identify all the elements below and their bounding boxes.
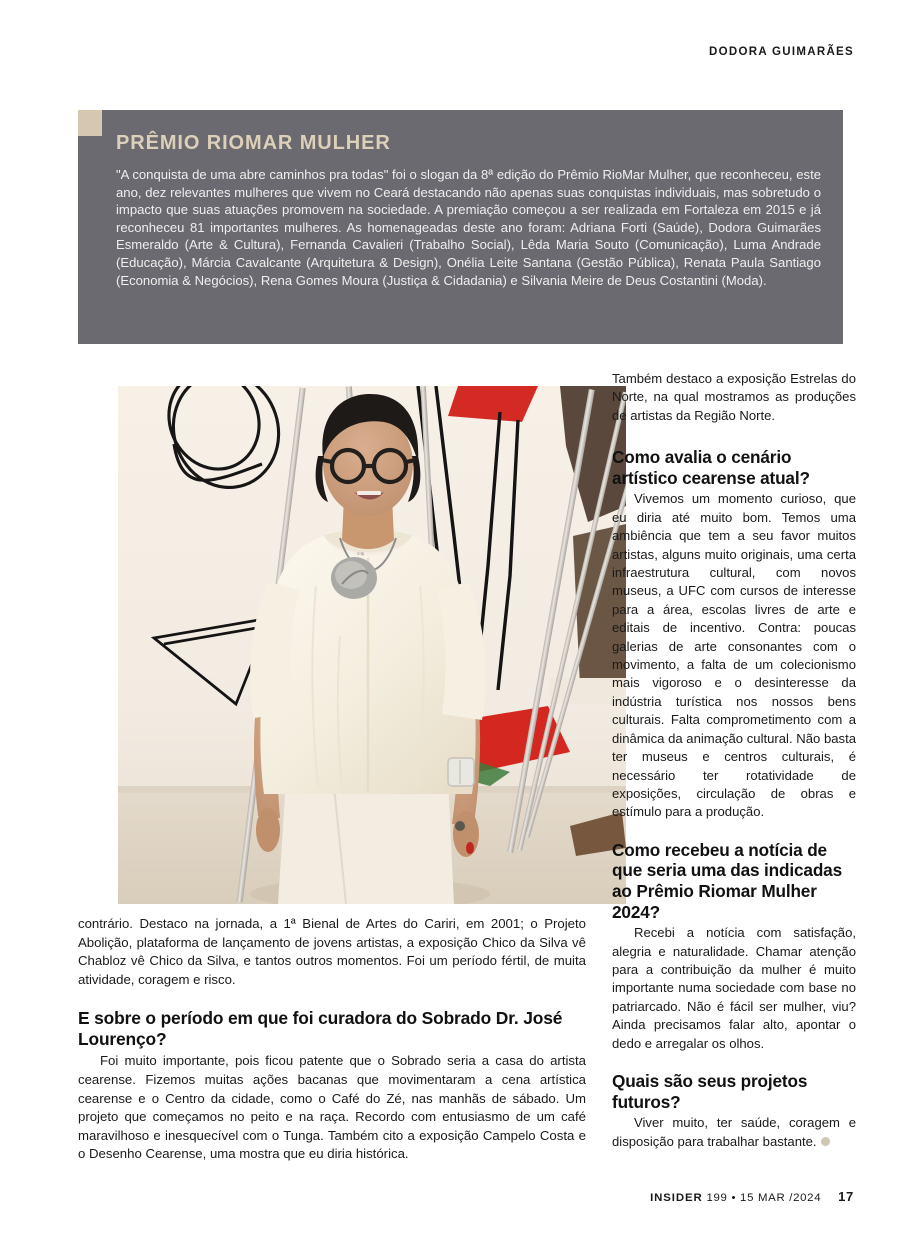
photo-illustration: [118, 386, 626, 904]
right-paragraph-1: Também destaco a exposição Estrelas do Norte, na qual mostramos as produções de artistas da Região Norte.: [612, 371, 856, 423]
right-paragraph-4: [612, 1114, 856, 1151]
article-photo: [118, 386, 626, 904]
left-paragraph-1: contrário. Destaco na jornada, a 1ª Bienal de Artes do Cariri, em 2001; o Projeto Abolição, plataforma de lançamento de jovens artistas, a exposição Chico da Silva vê Chabloz vê Chico da Silva, e tantos outros momentos. Foi um período fértil, de muita atividade, coragem e risco.: [78, 916, 586, 987]
right-paragraph-2: Vivemos um momento curioso, que eu diria até muito bom. Temos uma ambiência que tem a seu favor muitos artistas, alguns muito originais, uma certa infraestrutura cultural, com novos museus, a UFC com cursos de interesse para a área, escolas livres de arte e editais de incentivo. Contra: poucas galerias de arte consonantes com o movimento, a falta de um colecionismo mais vigoroso e o desinteresse da indústria turística nos nossos bens culturais. Falta comprometimento com a dinâmica da animação cultural. Não basta ter museus e centros culturais, é necessário ter rotatividade de exposições, circulação de obras e estímulo para a produção.: [612, 491, 856, 820]
right-question-heading-1: Como avalia o cenário artístico cearense atual?: [612, 447, 810, 488]
left-question-heading-1: E sobre o período em que foi curadora do Sobrado Dr. José Lourenço?: [78, 1008, 563, 1050]
callout-box: [78, 110, 843, 344]
footer-date: 15 MAR /2024: [740, 1192, 822, 1204]
running-head: DODORA GUIMARÃES: [709, 46, 854, 58]
footer-separator: •: [731, 1192, 737, 1204]
right-paragraph-3: Recebi a notícia com satisfação, alegria e naturalidade. Chamar atenção para a contribuição da mulher é muito importante numa sociedade com base no patriarcado. Não é fácil ser mulher, viu? Ainda precisamos falar alto, apontar o dedo e arregalar os olhos.: [612, 925, 856, 1051]
footer-issue-number: 199: [706, 1192, 728, 1204]
callout-accent-square: [78, 110, 102, 136]
end-of-article-mark: [821, 1137, 830, 1146]
footer-page-number: 17: [838, 1189, 854, 1204]
callout-content: [116, 132, 821, 289]
page-footer: [650, 1189, 854, 1204]
footer-magazine-name: INSIDER: [650, 1192, 703, 1204]
right-column: [612, 370, 856, 1151]
right-question-heading-2: Como recebeu a notícia de que seria uma das indicadas ao Prêmio Riomar Mulher 2024?: [612, 839, 842, 922]
right-question-heading-3: Quais são seus projetos futuros?: [612, 1070, 808, 1112]
callout-body-text: "A conquista de uma abre caminhos pra todas" foi o slogan da 8ª edição do Prêmio RioMar Mulher, que reconheceu, este ano, dez relevantes mulheres que vivem no Ceará destacando não apenas suas conquistas individuais, mas sobretudo o impacto que suas atuações promovem na sociedade. A premiação começou a ser realizada em Fortaleza em 2015 e já reconheceu 81 importantes mulheres. As homenageadas deste ano foram: Adriana Forti (Saúde), Dodora Guimarães Esmeraldo (Arte & Cultura), Fernanda Cavalieri (Trabalho Social), Lêda Maria Souto (Comunicação), Luma Andrade (Educação), Márcia Cavalcante (Arquitetura & Design), Onélia Leite Santana (Gestão Pública), Renata Paula Santiago (Economia & Negócios), Rena Gomes Moura (Justiça & Cidadania) e Silvania Meire de Deus Costantini (Moda).: [116, 167, 821, 288]
callout-title: PRÊMIO RIOMAR MULHER: [116, 132, 391, 154]
left-paragraph-2: Foi muito importante, pois ficou patente que o Sobrado seria a casa do artista cearense. Fizemos muitas ações bacanas que movimentaram a cena artística cearense e o Centro da cidade, como o Café do Zé, nas manhãs de sábado. Um projeto que começamos no peito e na raça. Recordo com entusiasmo de um café maravilhoso e inesquecível com o Tunga. Também cito a exposição Campelo Costa e o Desenho Cearense, uma mostra que eu diria histórica.: [78, 1053, 586, 1162]
left-column: [78, 915, 586, 1164]
right-paragraph-4-text: Viver muito, ter saúde, coragem e disposição para trabalhar bastante.: [612, 1115, 856, 1149]
